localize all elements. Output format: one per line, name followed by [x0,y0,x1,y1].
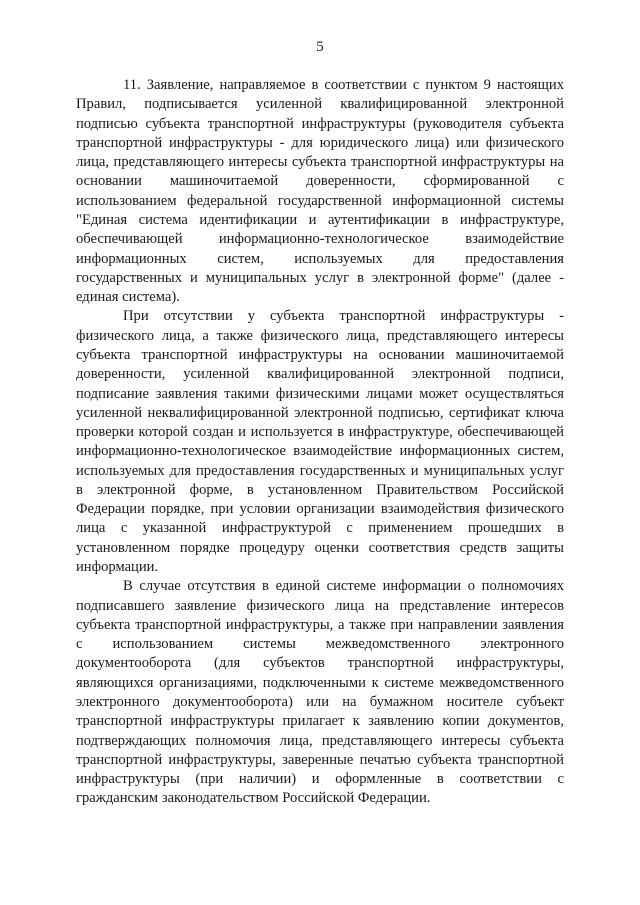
document-body [76,76,564,809]
paragraph-absence-of-authority-info: В случае отсутствия в единой системе информации о полномочиях подписавшего заявление физического лица на представление интересов субъекта транспортной инфраструктуры, а также при направлении заявления с использованием системы межведомственного электронного документооборота (для субъектов транспортной инфраструктуры, являющихся организациями, подключенными к системе межведомственного электронного документооборота) или на бумажном носителе субъект транспортной инфраструктуры прилагает к заявлению копии документов, подтверждающих полномочия лица, представляющего интересы субъекта транспортной инфраструктуры, заверенные печатью субъекта транспортной инфраструктуры (при наличии) и оформленные в соответствии с гражданским законодательством Российской Федерации. [76,578,564,807]
page-number: 5 [316,39,324,55]
paragraph-absence-of-signature: При отсутствии у субъекта транспортной инфраструктуры - физического лица, а также физического лица, представляющего интересы субъекта транспортной инфраструктуры на основании машиночитаемой доверенности, усиленной квалифицированной электронной подписи, подписание заявления такими физическими лицами может осуществляться усиленной неквалифицированной электронной подписью, сертификат ключа проверки которой создан и используется в инфраструктуре, обеспечивающей информационно-технологическое взаимодействие информационных систем, используемых для предоставления государственных и муниципальных услуг в электронной форме, в установленном Правительством Российской Федерации порядке, при условии организации взаимодействия физического лица с указанной инфраструктурой с применением прошедших в установленном порядке процедуру оценки соответствия средств защиты информации. [76,308,564,576]
paragraph-clause-11: 11. Заявление, направляемое в соответствии с пунктом 9 настоящих Правил, подписывается усиленной квалифицированной электронной подписью субъекта транспортной инфраструктуры (руководителя субъекта транспортной инфраструктуры - для юридического лица) или физического лица, представляющего интересы субъекта транспортной инфраструктуры на основании машиночитаемой доверенности, сформированной с использованием федеральной государственной информационной системы "Единая система идентификации и аутентификации в инфраструктуре, обеспечивающей информационно-технологическое взаимодействие информационных систем, используемых для предоставления государственных и муниципальных услуг в электронной форме" (далее - единая система). [76,77,564,306]
